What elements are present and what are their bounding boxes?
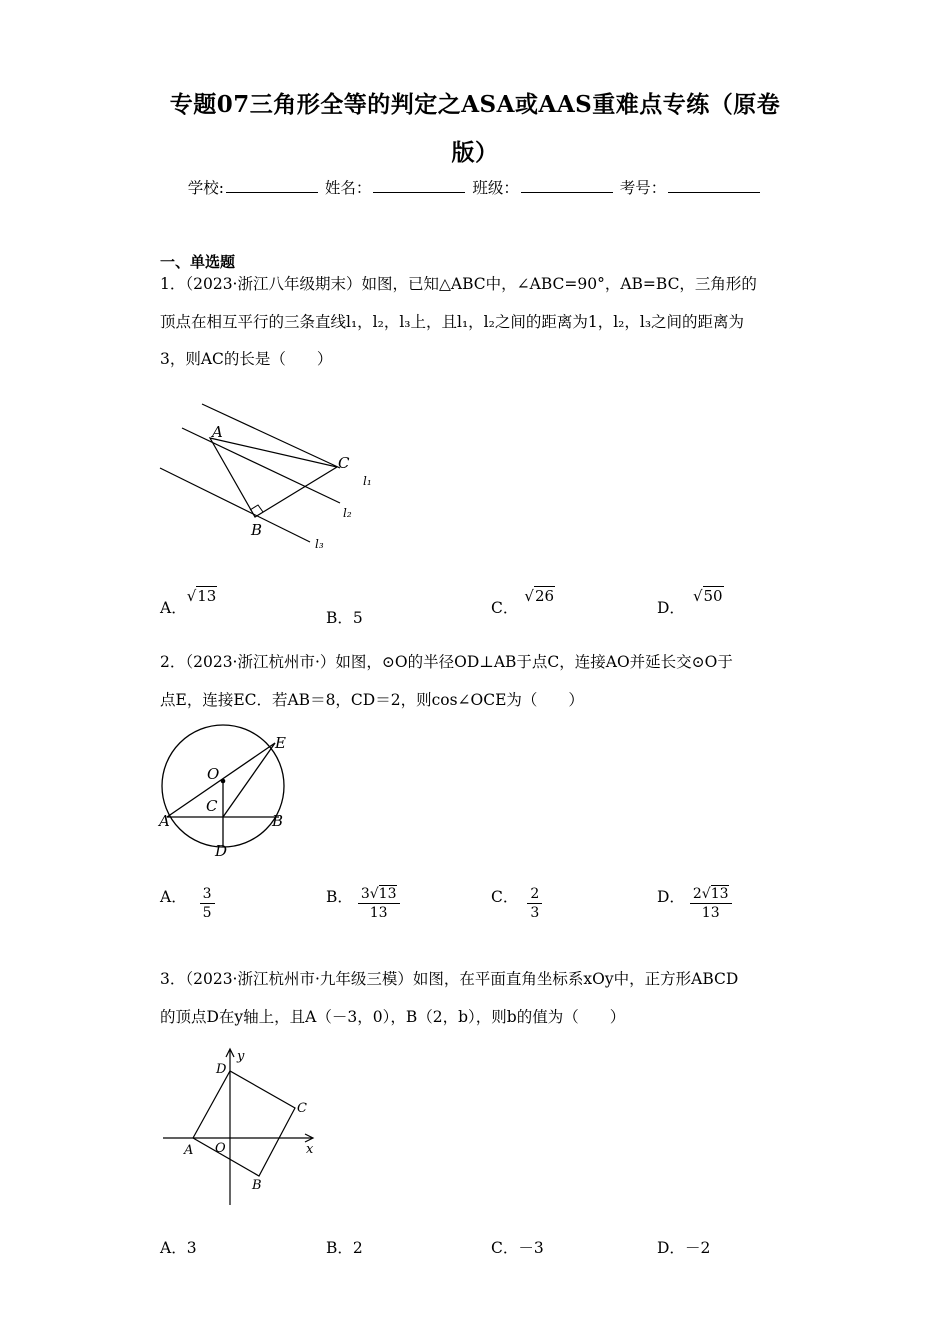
q2-option-c[interactable] bbox=[491, 885, 542, 922]
q2-option-a[interactable] bbox=[160, 885, 215, 922]
q1-line2: 顶点在相互平行的三条直线l₁，l₂，l₃上，且l₁，l₂之间的距离为1，l₂，l₃之间的距离为 bbox=[160, 312, 745, 331]
q3-label-c: C bbox=[297, 1101, 307, 1116]
student-info-line bbox=[0, 176, 950, 198]
q3-option-b-value: 2 bbox=[352, 1239, 363, 1257]
class-label: 班级： bbox=[472, 179, 519, 197]
q2-line2: 点E，连接EC．若AB＝8，CD＝2，则cos∠OCE为（ ） bbox=[160, 690, 584, 709]
q2-option-d-fraction: $\frac{2√13}{13}$ bbox=[690, 885, 732, 922]
q1-line3: 3，则AC的长是（ ） bbox=[160, 350, 333, 368]
page-title-line2: 版） bbox=[451, 139, 499, 166]
number-blank[interactable] bbox=[668, 178, 760, 193]
q3-option-c-label: C． bbox=[491, 1239, 519, 1257]
q2-label-b: B bbox=[272, 812, 284, 830]
q1-option-a[interactable] bbox=[160, 587, 217, 618]
question-3-text bbox=[160, 961, 800, 1036]
name-blank[interactable] bbox=[373, 178, 465, 193]
page-title-line1: 专题07三角形全等的判定之ASA或AAS重难点专练（原卷 bbox=[169, 91, 781, 118]
name-label: 姓名： bbox=[324, 179, 372, 197]
q2-figure bbox=[155, 720, 300, 860]
question-1-text bbox=[160, 266, 800, 379]
q2-label-a: A bbox=[159, 812, 170, 830]
class-blank[interactable] bbox=[521, 178, 613, 193]
q2-label-d: D bbox=[215, 842, 228, 860]
q3-label-x: x bbox=[306, 1142, 314, 1157]
q2-option-a-label: A． bbox=[160, 887, 187, 906]
q3-label-y: y bbox=[237, 1049, 245, 1064]
q1-label-a: A bbox=[212, 423, 223, 441]
q3-option-d[interactable] bbox=[657, 1236, 710, 1258]
q1-option-d-value: √50 bbox=[692, 587, 723, 605]
school-blank[interactable] bbox=[226, 178, 318, 193]
q1-label-c: C bbox=[338, 454, 350, 472]
q2-option-d[interactable] bbox=[657, 885, 732, 922]
q1-label-l1: l₁ bbox=[363, 474, 372, 488]
q1-line-l2 bbox=[182, 428, 340, 503]
q1-option-c-value: √26 bbox=[524, 587, 555, 605]
q3-square-abcd bbox=[193, 1071, 295, 1176]
q2-option-c-label: C． bbox=[491, 887, 519, 906]
q2-label-c: C bbox=[206, 797, 218, 815]
q3-option-c[interactable] bbox=[491, 1236, 544, 1258]
q1-option-b[interactable] bbox=[326, 606, 363, 628]
q1-line-l3 bbox=[160, 468, 310, 542]
q1-option-c[interactable] bbox=[491, 587, 555, 618]
q1-option-a-value: √13 bbox=[186, 587, 217, 605]
q1-line1: 1．（2023·浙江八年级期末）如图，已知△ABC中，∠ABC=90°，AB=BC，三角形的 bbox=[160, 275, 757, 293]
q1-option-d-label: D． bbox=[657, 599, 685, 617]
q3-line1: 3．（2023·浙江杭州市·九年级三模）如图，在平面直角坐标系xOy中，正方形ABCD bbox=[160, 970, 739, 988]
q2-label-e: E bbox=[275, 734, 286, 752]
section-heading: 一、单选题 bbox=[160, 253, 236, 271]
q1-option-a-label: A． bbox=[160, 599, 187, 617]
q2-label-o: O bbox=[207, 765, 220, 783]
q2-option-c-fraction: $\frac{2}{3}$ bbox=[527, 885, 542, 922]
number-label: 考号： bbox=[619, 179, 667, 197]
q1-option-c-label: C． bbox=[491, 599, 519, 617]
school-label: 学校: bbox=[187, 179, 224, 197]
q3-option-b-label: B． bbox=[326, 1239, 353, 1257]
q3-option-a-value: 3 bbox=[186, 1239, 197, 1257]
q2-line1: 2．（2023·浙江杭州市·）如图，⊙O的半径OD⊥AB于点C，连接AO并延长交⊙O于 bbox=[160, 653, 733, 671]
q3-option-d-label: D． bbox=[657, 1239, 685, 1257]
q3-option-a-label: A． bbox=[160, 1239, 187, 1257]
q3-option-c-value: －3 bbox=[518, 1239, 544, 1257]
q3-option-b[interactable] bbox=[326, 1236, 363, 1258]
q1-option-b-value: 5 bbox=[352, 609, 363, 627]
q3-label-o: O bbox=[215, 1141, 226, 1156]
q1-option-b-label: B． bbox=[326, 609, 353, 627]
q2-center-dot bbox=[221, 779, 226, 784]
q2-option-b-fraction: $\frac{3√13}{13}$ bbox=[358, 885, 400, 922]
q3-label-a: A bbox=[184, 1143, 194, 1158]
q3-label-b: B bbox=[252, 1178, 262, 1193]
q3-label-d: D bbox=[216, 1062, 227, 1077]
q1-figure bbox=[155, 395, 370, 555]
q2-option-b-label: B． bbox=[326, 887, 353, 906]
q3-option-a[interactable] bbox=[160, 1236, 197, 1258]
q3-option-d-value: －2 bbox=[684, 1239, 711, 1257]
q3-line2: 的顶点D在y轴上，且A（－3，0），B（2，b），则b的值为（ ） bbox=[160, 1007, 626, 1026]
q1-label-b: B bbox=[251, 521, 263, 539]
q2-line-ec bbox=[223, 743, 275, 817]
q2-option-a-fraction: $\frac{3}{5}$ bbox=[200, 885, 215, 922]
q2-option-d-label: D． bbox=[657, 887, 685, 906]
q3-figure bbox=[155, 1045, 325, 1215]
q1-label-l3: l₃ bbox=[315, 537, 324, 551]
q1-label-l2: l₂ bbox=[343, 506, 352, 520]
question-2-text bbox=[160, 644, 800, 719]
q2-option-b[interactable] bbox=[326, 885, 400, 922]
q1-option-d[interactable] bbox=[657, 587, 723, 618]
